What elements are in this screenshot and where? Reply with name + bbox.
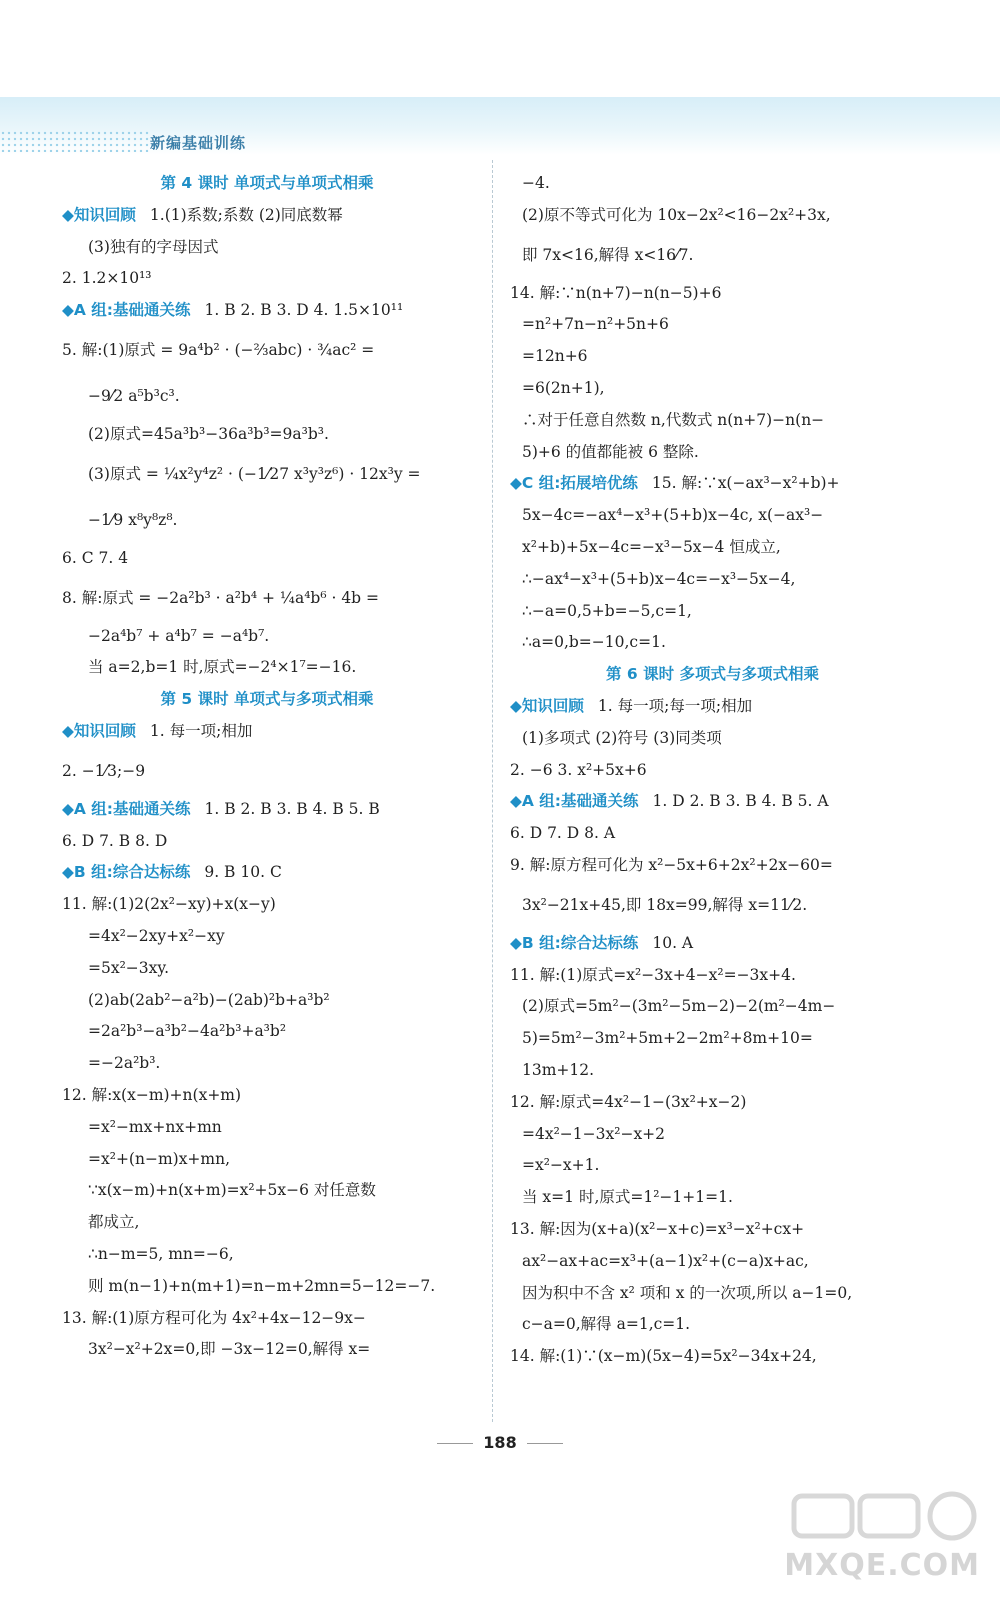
page-number-dash-right (527, 1443, 563, 1444)
answer-line: 5)+6 的值都能被 6 整除. (522, 442, 699, 461)
answer-line: 5x−4c=−ax⁴−x³+(5+b)x−4c, x(−ax³− (522, 506, 824, 525)
tagged-line (510, 468, 915, 500)
section-tag: ◆B 组:综合达标练 (510, 933, 639, 952)
answer-line: (2)ab(2ab²−a²b)−(2ab)²b+a³b² (88, 990, 330, 1009)
tagged-line (62, 200, 472, 232)
section-heading: 第 5 课时 单项式与多项式相乘 (160, 690, 374, 709)
answer-line: (2)原式=45a³b³−36a³b³=9a³b³. (88, 424, 329, 443)
answer-line: 8. 解:原式 = −2a²b³ · a²b⁴ + ¼a⁴b⁶ · 4b = (62, 588, 380, 607)
answer-line: 当 a=2,b=1 时,原式=−2⁴×1⁷=−16. (88, 658, 357, 677)
left-column (62, 168, 472, 1366)
answer-text: 1. 每一项;相加 (149, 721, 253, 740)
section-tag: ◆知识回顾 (510, 696, 584, 715)
answer-text: 15. 解:∵x(−ax³−x²+b)+ (651, 474, 840, 493)
answer-text: 10. A (652, 933, 694, 952)
answer-text: 1.(1)系数;系数 (2)同底数幂 (149, 205, 343, 224)
answer-line: =6(2n+1), (522, 378, 605, 397)
answer-line: x²+b)+5x−4c=−x³−5x−4 恒成立, (522, 537, 781, 556)
answer-text: 1. B 2. B 3. D 4. 1.5×10¹¹ (204, 301, 404, 320)
answer-line: 11. 解:(1)原式=x²−3x+4−x²=−3x+4. (510, 965, 796, 984)
answer-line: 2. −6 3. x²+5x+6 (510, 760, 647, 779)
answer-line: −1⁄9 x⁸y⁸z⁸. (88, 510, 178, 529)
tagged-line (510, 691, 915, 723)
answer-line: 14. 解:∵n(n+7)−n(n−5)+6 (510, 283, 722, 302)
right-column (510, 168, 915, 1373)
answer-line: 3x²−x²+2x=0,即 −3x−12=0,解得 x= (88, 1340, 371, 1359)
answer-line: ∴a=0,b=−10,c=1. (522, 633, 666, 652)
answer-text: 1. D 2. B 3. B 4. B 5. A (652, 792, 829, 811)
section-heading: 第 6 课时 多项式与多项式相乘 (606, 665, 819, 684)
answer-line: 6. D 7. D 8. A (510, 824, 616, 843)
answer-line: ∴−ax⁴−x³+(5+b)x−4c=−x³−5x−4, (522, 569, 796, 588)
answer-line: 5. 解:(1)原式 = 9a⁴b² · (−⅔abc) · ¾ac² = (62, 340, 375, 359)
section-tag: ◆A 组:基础通关练 (62, 799, 191, 818)
tagged-line (62, 857, 472, 889)
tagged-line (510, 928, 915, 960)
answer-line: 6. D 7. B 8. D (62, 831, 168, 850)
tagged-line (510, 786, 915, 818)
answer-text: 1. B 2. B 3. B 4. B 5. B (204, 799, 380, 818)
watermark-text: MXQE.COM (784, 1548, 980, 1583)
answer-line: (1)多项式 (2)符号 (3)同类项 (522, 728, 722, 747)
section-heading: 第 4 课时 单项式与单项式相乘 (160, 174, 374, 192)
answer-line: 则 m(n−1)+n(m+1)=n−m+2mn=5−12=−7. (88, 1276, 436, 1295)
answer-line: =x²+(n−m)x+mn, (88, 1149, 231, 1168)
answer-line: (3)原式 = ¼x²y⁴z² · (−1⁄27 x³y³z⁶) · 12x³y = (88, 464, 421, 483)
answer-line: ∴对于任意自然数 n,代数式 n(n+7)−n(n− (522, 410, 825, 429)
answer-line: 11. 解:(1)2(2x²−xy)+x(x−y) (62, 895, 276, 914)
tagged-line (62, 716, 472, 748)
answer-line: c−a=0,解得 a=1,c=1. (522, 1315, 691, 1334)
section-tag: ◆知识回顾 (62, 205, 136, 224)
answer-line: 5)=5m²−3m²+5m+2−2m²+8m+10= (522, 1029, 813, 1048)
header-dot-pattern (0, 130, 150, 152)
answer-line: =2a²b³−a³b²−4a²b³+a³b² (88, 1022, 287, 1041)
answer-line: 当 x=1 时,原式=1²−1+1=1. (522, 1188, 733, 1207)
tagged-line (62, 794, 472, 826)
answer-line: (2)原不等式可化为 10x−2x²<16−2x²+3x, (522, 205, 831, 224)
answer-line: 12. 解:原式=4x²−1−(3x²+x−2) (510, 1092, 747, 1111)
section-tag: ◆A 组:基础通关练 (510, 792, 639, 811)
answer-line: 即 7x<16,解得 x<16⁄7. (522, 245, 694, 264)
answer-line: =x²−x+1. (522, 1156, 600, 1175)
answer-line: −9⁄2 a⁵b³c³. (88, 386, 180, 405)
section-tag: ◆知识回顾 (62, 721, 136, 740)
answer-line: 因为积中不含 x² 项和 x 的一次项,所以 a−1=0, (522, 1283, 853, 1302)
answer-line: 12. 解:x(x−m)+n(x+m) (62, 1085, 242, 1104)
answer-text: 9. B 10. C (204, 863, 282, 882)
answer-line: 13. 解:因为(x+a)(x²−x+c)=x³−x²+cx+ (510, 1219, 805, 1238)
answer-line: (3)独有的字母因式 (88, 237, 219, 256)
page-number-text: 188 (483, 1433, 517, 1452)
answer-line: −4. (522, 174, 550, 192)
page-number-dash-left (437, 1443, 473, 1444)
answer-line: 13m+12. (522, 1060, 595, 1079)
answer-line: ∵x(x−m)+n(x+m)=x²+5x−6 对任意数 (88, 1181, 376, 1200)
column-divider (492, 160, 493, 1422)
answer-line: =4x²−2xy+x²−xy (88, 926, 225, 945)
section-tag: ◆A 组:基础通关练 (62, 301, 191, 320)
answer-line: (2)原式=5m²−(3m²−5m−2)−2(m²−4m− (522, 997, 836, 1016)
answer-line: ax²−ax+ac=x³+(a−1)x²+(c−a)x+ac, (522, 1251, 809, 1270)
answer-line: 都成立, (88, 1213, 140, 1232)
section-tag: ◆C 组:拓展培优练 (510, 474, 638, 493)
answer-line: =x²−mx+nx+mn (88, 1117, 222, 1136)
answer-line: 9. 解:原方程可化为 x²−5x+6+2x²+2x−60= (510, 855, 833, 874)
answer-text: 1. 每一项;每一项;相加 (597, 696, 753, 715)
tagged-line (62, 295, 472, 327)
answer-line: =4x²−1−3x²−x+2 (522, 1124, 666, 1143)
answer-line: ∴n−m=5, mn=−6, (88, 1244, 234, 1263)
answer-line: 13. 解:(1)原方程可化为 4x²+4x−12−9x− (62, 1308, 366, 1327)
page-number (0, 1433, 1000, 1452)
section-tag: ◆B 组:综合达标练 (62, 863, 191, 882)
answer-line: 6. C 7. 4 (62, 548, 129, 567)
answer-line: ∴−a=0,5+b=−5,c=1, (522, 601, 692, 620)
answer-line: =5x²−3xy. (88, 958, 170, 977)
answer-line: 2. −1⁄3;−9 (62, 761, 146, 780)
series-title: 新编基础训练 (150, 134, 247, 152)
answer-line: −2a⁴b⁷ + a⁴b⁷ = −a⁴b⁷. (88, 626, 270, 645)
answer-line: =−2a²b³. (88, 1054, 161, 1073)
answer-line: 2. 1.2×10¹³ (62, 269, 152, 288)
answer-line: 3x²−21x+45,即 18x=99,解得 x=11⁄2. (522, 895, 808, 914)
answer-line: =12n+6 (522, 347, 588, 366)
answer-line: =n²+7n−n²+5n+6 (522, 315, 669, 334)
answer-line: 14. 解:(1)∵(x−m)(5x−4)=5x²−34x+24, (510, 1347, 817, 1366)
